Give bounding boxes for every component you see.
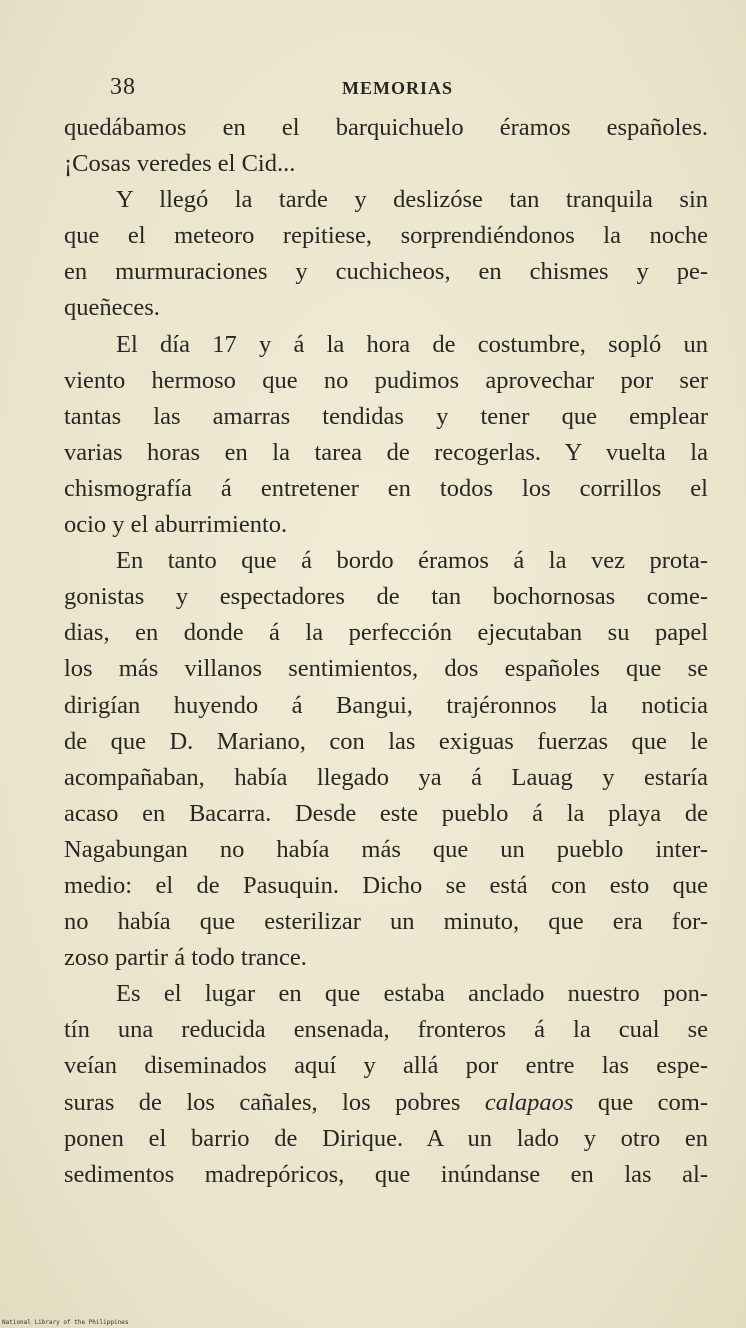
text-line: Nagabungan no había más que un pueblo inter- [64, 835, 708, 863]
text-line: tantas las amarras tendidas y tener que emplear [64, 402, 708, 430]
text-line: en murmuraciones y cuchicheos, en chismes y pe- [64, 258, 708, 286]
text-line: varias horas en la tarea de recogerlas. Y vuelta la [64, 438, 708, 466]
text-line: no había que esterilizar un minuto, que era for- [64, 908, 708, 936]
text-line: queñeces. [64, 294, 160, 322]
text-line: medio: el de Pasuquin. Dicho se está con esto que [64, 871, 708, 899]
text-line: chismografía á entretener en todos los corrillos el [64, 474, 708, 502]
page-header [110, 70, 706, 104]
text-line: zoso partir á todo trance. [64, 944, 307, 972]
text-line: quedábamos en el barquichuelo éramos españoles. [64, 114, 708, 141]
text-line [64, 1085, 708, 1121]
body-text [64, 110, 708, 1193]
text-line: que el meteoro repitiese, sorprendiéndonos la noche [64, 222, 708, 250]
text-segment: que com- [573, 1088, 708, 1116]
text-line: dirigían huyendo á Bangui, trajéronnos la noticia [64, 691, 708, 719]
text-line: ocio y el aburrimiento. [64, 511, 288, 539]
text-line: acaso en Bacarra. Desde este pueblo á la playa de [64, 799, 708, 827]
library-credit: National Library of the Philippines [2, 1319, 129, 1326]
italic-word: calapaos [484, 1088, 574, 1116]
text-line: Es el lugar en que estaba anclado nuestro pon- [116, 980, 708, 1008]
text-line: dias, en donde á la perfección ejecutaban su papel [64, 619, 708, 647]
text-line: El día 17 y á la hora de costumbre, sopló un [116, 330, 708, 358]
text-line: tín una reducida ensenada, fronteros á la cual se [64, 1016, 708, 1044]
text-line: ponen el barrio de Dirique. A un lado y otro en [64, 1124, 708, 1152]
running-title: MEMORIAS [342, 78, 453, 98]
text-line: viento hermoso que no pudimos aprovechar por ser [64, 366, 708, 394]
text-line: ¡Cosas veredes el Cid... [64, 150, 296, 178]
text-line: veían diseminados aquí y allá por entre las espe- [64, 1052, 708, 1080]
page-number: 38 [110, 74, 136, 100]
text-segment: suras de los cañales, los pobres [64, 1088, 485, 1116]
text-line: de que D. Mariano, con las exiguas fuerzas que le [64, 727, 708, 755]
text-line: gonistas y espectadores de tan bochornosas come- [64, 583, 708, 611]
text-line: En tanto que á bordo éramos á la vez prota- [116, 547, 708, 575]
text-line: Y llegó la tarde y deslizóse tan tranquila sin [116, 186, 708, 214]
text-line: sedimentos madrepóricos, que inúndanse en las al- [64, 1160, 708, 1188]
text-line: acompañaban, había llegado ya á Lauag y estaría [64, 763, 708, 791]
text-line: los más villanos sentimientos, dos españoles que se [64, 655, 708, 683]
